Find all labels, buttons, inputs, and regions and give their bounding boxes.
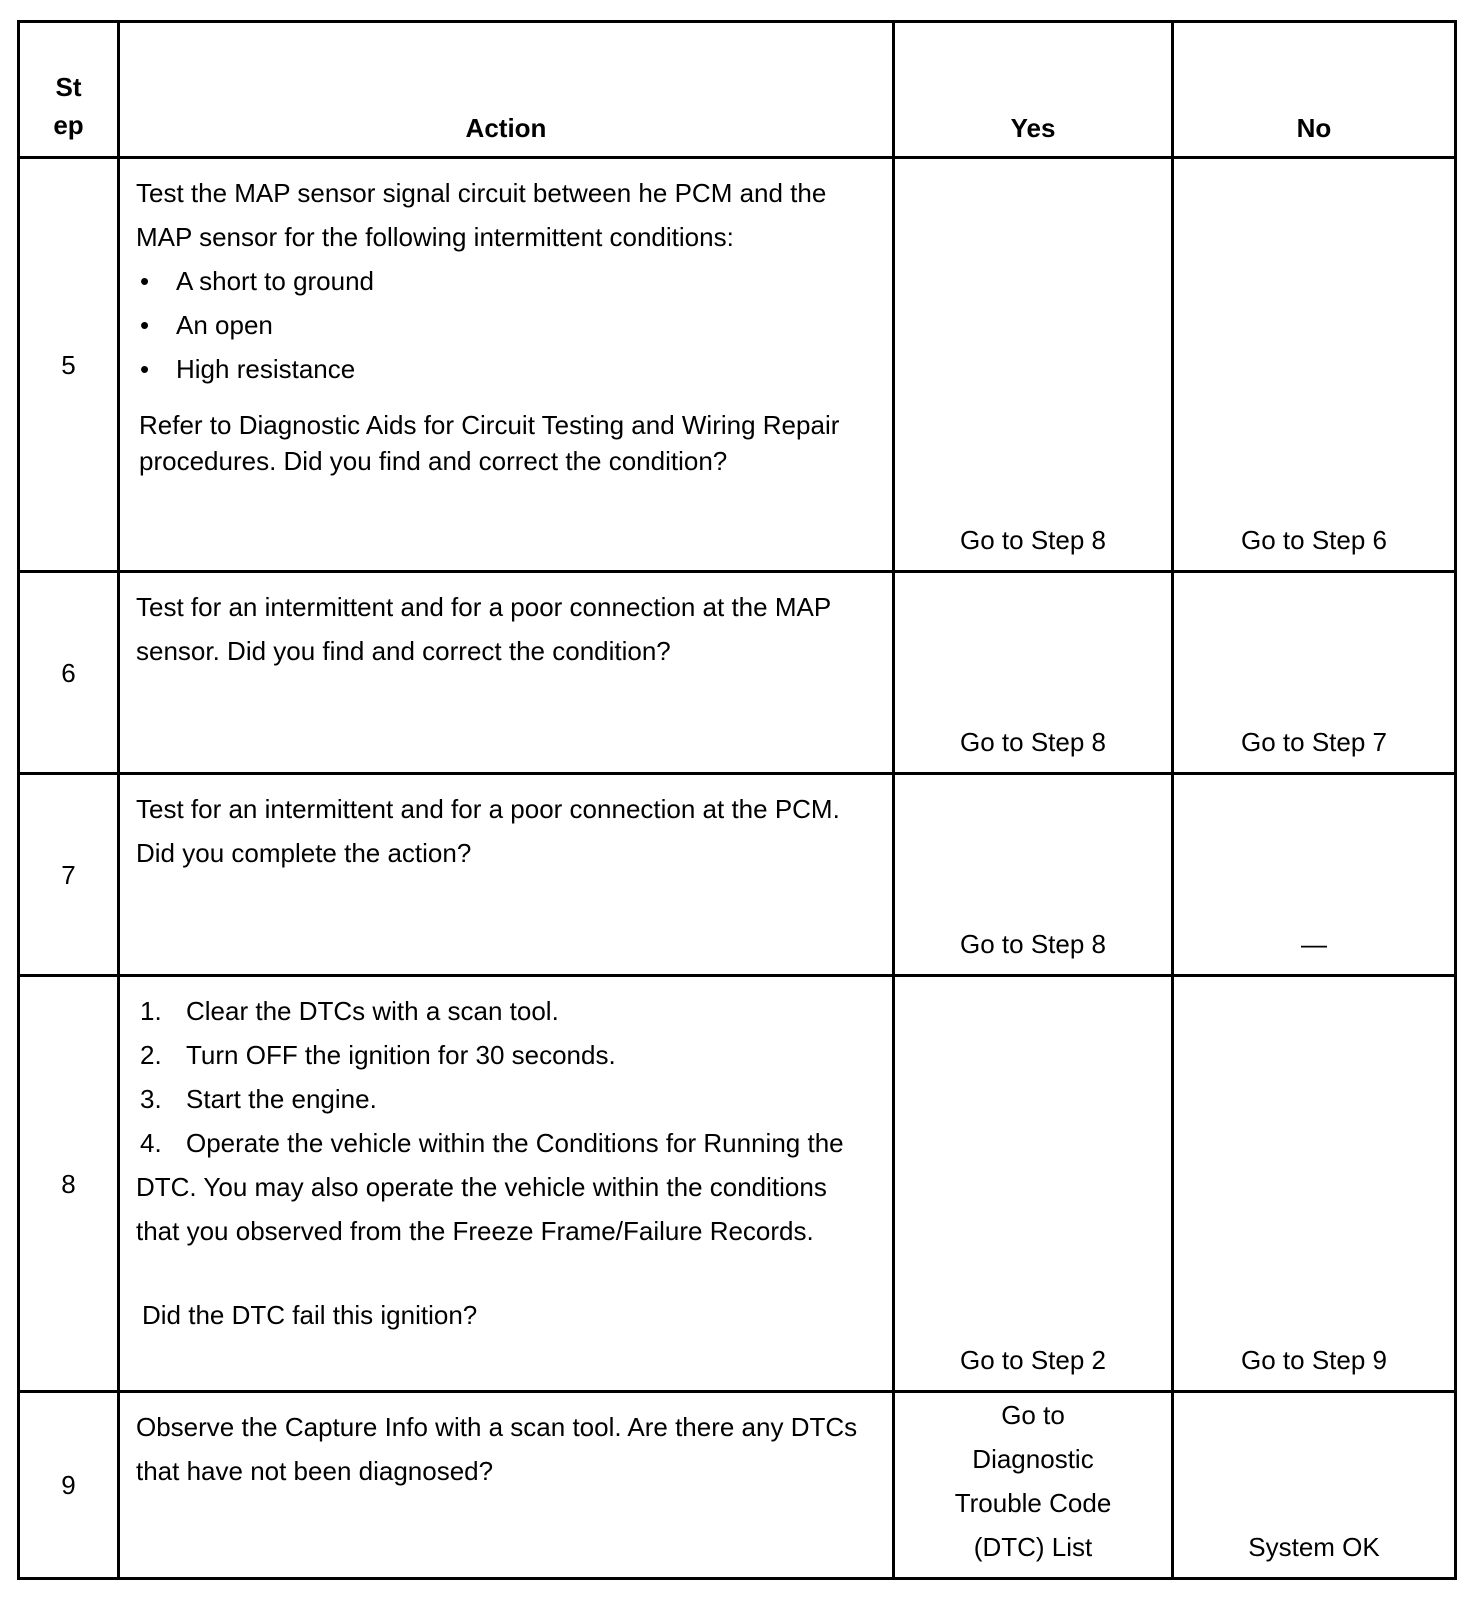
header-no: No	[1173, 22, 1456, 158]
list-item	[136, 1121, 872, 1253]
header-yes: Yes	[894, 22, 1173, 158]
action-cell: Observe the Capture Info with a scan tool. Are there any DTCs that have not been diagnosed?	[119, 1392, 894, 1579]
yes-cell	[894, 1392, 1173, 1579]
no-cell: Go to Step 9	[1173, 976, 1456, 1392]
yes-text: Go to Diagnostic Trouble Code (DTC) List	[954, 1400, 1112, 1562]
step-number: 7	[19, 774, 119, 976]
item-text: Start the engine.	[186, 1084, 377, 1114]
item-number: 1.	[140, 996, 162, 1026]
condition-list	[136, 259, 872, 391]
header-step-label: St ep	[53, 72, 84, 140]
diagnostic-table	[17, 20, 1457, 1580]
action-cell: Test for an intermittent and for a poor connection at the MAP sensor. Did you find and correct the condition?	[119, 572, 894, 774]
table-row	[19, 572, 1456, 774]
yes-cell: Go to Step 8	[894, 774, 1173, 976]
no-cell: System OK	[1173, 1392, 1456, 1579]
table-row	[19, 774, 1456, 976]
action-note: Refer to Diagnostic Aids for Circuit Testing and Wiring Repair procedures. Did you find and correct the condition?	[139, 410, 840, 476]
table-row	[19, 158, 1456, 572]
table-row	[19, 976, 1456, 1392]
action-cell	[119, 158, 894, 572]
item-number: 4.	[140, 1128, 162, 1158]
step-number: 9	[19, 1392, 119, 1579]
no-cell: —	[1173, 774, 1456, 976]
header-action: Action	[119, 22, 894, 158]
item-text: Operate the vehicle within the Conditions for Running the DTC. You may also operate the vehicle within the conditions that you observed from the Freeze Frame/Failure Records.	[136, 1128, 844, 1246]
list-item	[136, 1077, 872, 1121]
list-item	[136, 989, 872, 1033]
action-cell: Test for an intermittent and for a poor connection at the PCM. Did you complete the action?	[119, 774, 894, 976]
step-number: 8	[19, 976, 119, 1392]
step-number: 6	[19, 572, 119, 774]
header-row	[19, 22, 1456, 158]
yes-cell: Go to Step 2	[894, 976, 1173, 1392]
action-intro: Test the MAP sensor signal circuit between he PCM and the MAP sensor for the following intermittent conditions:	[136, 178, 827, 252]
list-item: • An open	[136, 303, 872, 347]
item-text: Turn OFF the ignition for 30 seconds.	[186, 1040, 616, 1070]
list-item	[136, 1033, 872, 1077]
procedure-list	[136, 989, 872, 1253]
table-row	[19, 1392, 1456, 1579]
step-number: 5	[19, 158, 119, 572]
list-item: • A short to ground	[136, 259, 872, 303]
yes-cell: Go to Step 8	[894, 572, 1173, 774]
action-question: Did the DTC fail this ignition?	[142, 1300, 478, 1330]
item-number: 2.	[140, 1040, 162, 1070]
item-number: 3.	[140, 1084, 162, 1114]
no-cell: Go to Step 6	[1173, 158, 1456, 572]
no-cell: Go to Step 7	[1173, 572, 1456, 774]
header-step	[19, 22, 119, 158]
action-cell	[119, 976, 894, 1392]
yes-cell: Go to Step 8	[894, 158, 1173, 572]
item-text: Clear the DTCs with a scan tool.	[186, 996, 559, 1026]
list-item: • High resistance	[136, 347, 872, 391]
